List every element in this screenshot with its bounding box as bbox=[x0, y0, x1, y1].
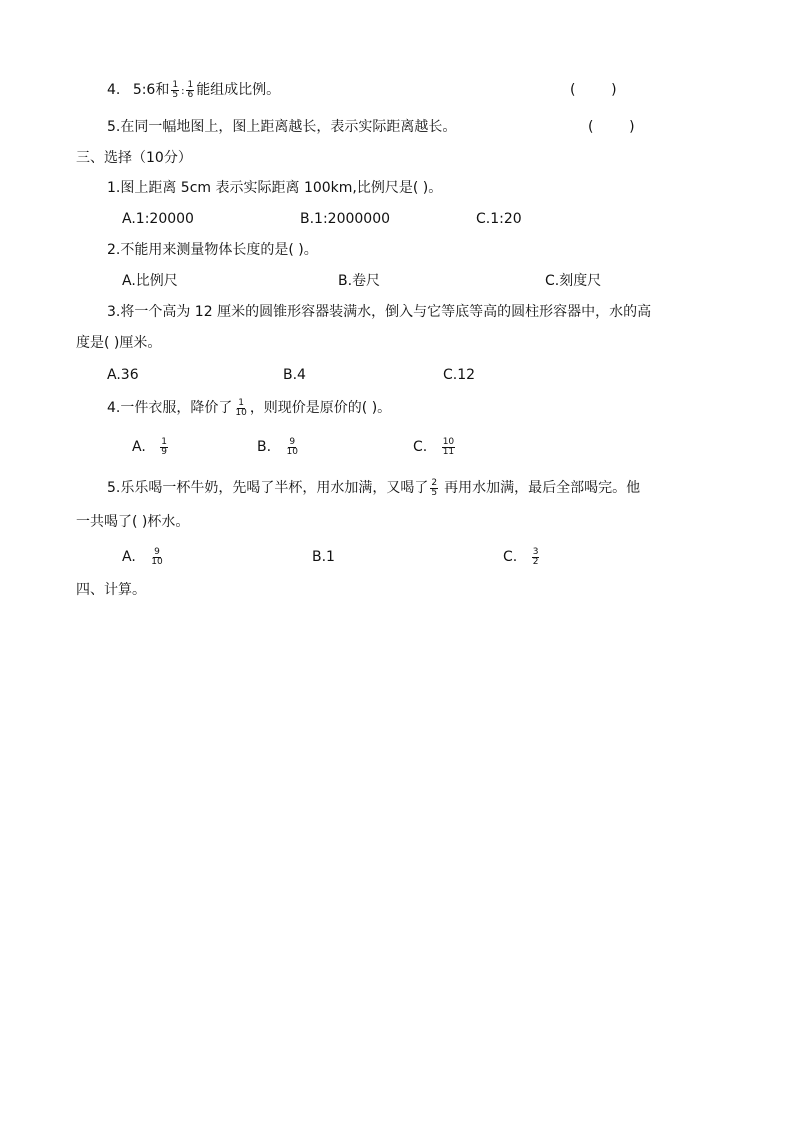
mc-q1-option-c[interactable]: C.1:20 bbox=[476, 211, 522, 227]
mc-q2-option-a[interactable]: A.比例尺 bbox=[122, 273, 178, 289]
mc-question-5-line-2: 一共喝了( )杯水。 bbox=[76, 514, 190, 530]
tf-question-4 bbox=[107, 80, 280, 102]
mc-question-4 bbox=[107, 398, 391, 418]
option-label: C. bbox=[413, 439, 428, 455]
fraction-denominator: 10 bbox=[235, 407, 247, 418]
mc-q4-text-post: ，则现价是原价的( )。 bbox=[249, 400, 392, 416]
option-fraction bbox=[532, 548, 540, 567]
mc-question-3-line-2: 度是( )厘米。 bbox=[76, 335, 162, 351]
tf-question-5: 5.在同一幅地图上，图上距离越长，表示实际距离越长。 bbox=[107, 119, 457, 135]
tf-q4-number: 4. bbox=[107, 82, 121, 98]
mc-q2-option-c[interactable]: C.刻度尺 bbox=[545, 273, 602, 289]
option-fraction bbox=[160, 438, 168, 457]
mc-q4-fraction bbox=[234, 399, 247, 418]
option-fraction bbox=[442, 438, 455, 457]
mc-q5-option-a[interactable] bbox=[122, 547, 166, 567]
mc-q4-option-c[interactable] bbox=[413, 437, 457, 457]
section-4-title: 四、计算。 bbox=[76, 582, 146, 598]
option-label: A. bbox=[132, 439, 146, 455]
mc-question-2: 2.不能用来测量物体长度的是( )。 bbox=[107, 242, 318, 258]
fraction-denominator: 5 bbox=[172, 89, 179, 100]
tf-q4-fraction-2 bbox=[186, 81, 194, 100]
mc-q1-option-b[interactable]: B.1:2000000 bbox=[300, 211, 391, 227]
mc-q5-option-c[interactable] bbox=[503, 547, 541, 567]
mc-q5-text-pre: 5.乐乐喝一杯牛奶，先喝了半杯，用水加满，又喝了 bbox=[107, 480, 429, 496]
fraction-numerator: 10 bbox=[442, 436, 455, 447]
fraction-numerator: 3 bbox=[532, 546, 539, 557]
fraction-denominator: 5 bbox=[431, 487, 438, 498]
fraction-denominator: 11 bbox=[442, 446, 455, 457]
mc-question-1: 1.图上距离 5cm 表示实际距离 100km,比例尺是( )。 bbox=[107, 180, 443, 196]
fraction-denominator: 9 bbox=[161, 446, 167, 457]
fraction-denominator: 10 bbox=[286, 446, 298, 457]
tf-q4-answer-blank[interactable]: ( ) bbox=[570, 82, 617, 98]
mc-q1-option-a[interactable]: A.1:20000 bbox=[122, 211, 194, 227]
tf-q4-colon: : bbox=[181, 86, 185, 97]
fraction-numerator: 1 bbox=[238, 397, 244, 408]
option-label: C. bbox=[503, 549, 518, 565]
mc-q3-option-b[interactable]: B.4 bbox=[283, 367, 306, 383]
mc-q5-option-b[interactable]: B.1 bbox=[312, 549, 335, 565]
tf-q5-answer-blank[interactable]: ( ) bbox=[588, 119, 635, 135]
tf-q4-tail: 能组成比例。 bbox=[196, 82, 281, 98]
fraction-numerator: 9 bbox=[154, 546, 160, 557]
option-fraction bbox=[150, 548, 163, 567]
fraction-numerator: 1 bbox=[161, 436, 167, 447]
option-fraction bbox=[286, 438, 299, 457]
fraction-numerator: 2 bbox=[431, 477, 438, 488]
tf-q4-ratio: 5:6 bbox=[132, 82, 156, 98]
fraction-denominator: 2 bbox=[532, 556, 539, 567]
mc-question-5-line-1 bbox=[107, 478, 640, 498]
mc-q5-fraction bbox=[430, 479, 438, 498]
option-label: B. bbox=[257, 439, 272, 455]
tf-q4-fraction-1 bbox=[171, 81, 179, 100]
fraction-denominator: 6 bbox=[187, 89, 194, 100]
mc-q5-text-post: 再用水加满，最后全部喝完。他 bbox=[444, 480, 641, 496]
tf-q4-and: 和 bbox=[155, 82, 170, 98]
mc-q4-option-b[interactable] bbox=[257, 437, 301, 457]
fraction-denominator: 10 bbox=[151, 556, 163, 567]
option-label: A. bbox=[122, 549, 136, 565]
fraction-numerator: 1 bbox=[172, 79, 179, 90]
fraction-numerator: 9 bbox=[289, 436, 296, 447]
mc-q3-option-a[interactable]: A.36 bbox=[107, 367, 139, 383]
mc-question-3-line-1: 3.将一个高为 12 厘米的圆锥形容器装满水，倒入与它等底等高的圆柱形容器中，水的高 bbox=[107, 304, 652, 320]
mc-q4-option-a[interactable] bbox=[132, 437, 170, 457]
fraction-numerator: 1 bbox=[187, 79, 194, 90]
section-3-title: 三、选择（10分） bbox=[76, 150, 192, 166]
mc-q4-text-pre: 4.一件衣服，降价了 bbox=[107, 400, 233, 416]
mc-q3-option-c[interactable]: C.12 bbox=[443, 367, 476, 383]
mc-q2-option-b[interactable]: B.卷尺 bbox=[338, 273, 381, 289]
